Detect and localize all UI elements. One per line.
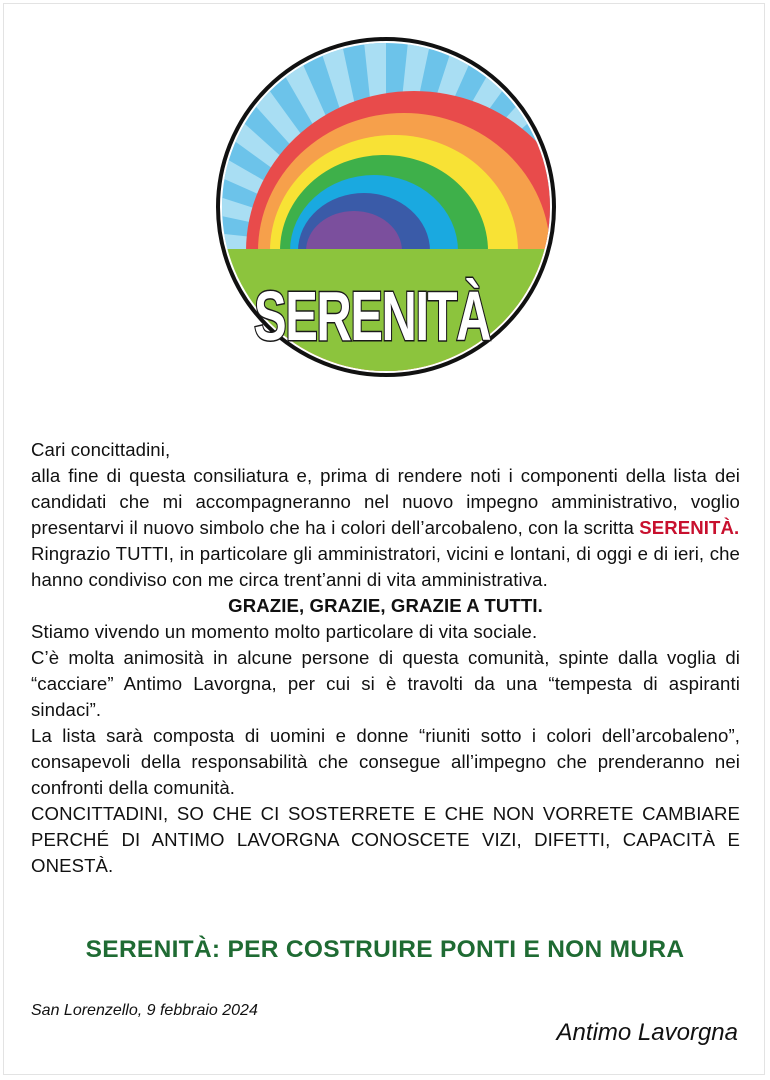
paragraph-list: La lista sarà composta di uomini e donne “riuniti sotto i colori dell’arcobaleno”, consapevoli della responsabilità che consegue all’impegno che prenderanno nei confronti della comunità. <box>31 725 740 798</box>
serenita-logo <box>204 37 568 377</box>
paragraph-social: Stiamo vivendo un momento molto particolare di vita sociale. <box>31 621 538 642</box>
paragraph-intro-text: alla fine di questa consiliatura e, prima di rendere noti i componenti della lista dei candidati che mi accompagneranno nel nuovo impegno amministrativo, voglio presentarvi il nuovo simbolo che ha i colori dell’arcobaleno, con la scritta <box>31 465 740 538</box>
paragraph-animosity: C’è molta animosità in alcune persone di questa comunità, spinte dalla voglia di “cacciare” Antimo Lavorgna, per cui si è travolti da una “tempesta di aspiranti sindaci”. <box>31 647 740 720</box>
thanks-heading: GRAZIE, GRAZIE, GRAZIE A TUTTI. <box>228 595 543 616</box>
greeting: Cari concittadini, <box>31 439 171 460</box>
signature: Antimo Lavorgna <box>556 1019 738 1046</box>
place-date: San Lorenzello, 9 febbraio 2024 <box>31 1002 258 1019</box>
slogan: SERENITÀ: PER COSTRUIRE PONTI E NON MURA <box>85 936 685 963</box>
highlight-serenita: SERENITÀ. <box>639 517 740 538</box>
paragraph-intro <box>31 463 740 541</box>
paragraph-appeal: CONCITTADINI, SO CHE CI SOSTERRETE E CHE NON VORRETE CAMBIARE PERCHÉ DI ANTIMO LAVORGNA CONOSCETE VIZI, DIFETTI, CAPACITÀ E ONESTÀ. <box>31 803 740 876</box>
letter-body <box>31 437 740 879</box>
paragraph-thanks: Ringrazio TUTTI, in particolare gli amministratori, vicini e lontani, di oggi e di ieri, che hanno condiviso con me circa trent’anni di vita amministrativa. <box>31 543 740 590</box>
logo-text: SERENITÀ <box>254 277 491 355</box>
